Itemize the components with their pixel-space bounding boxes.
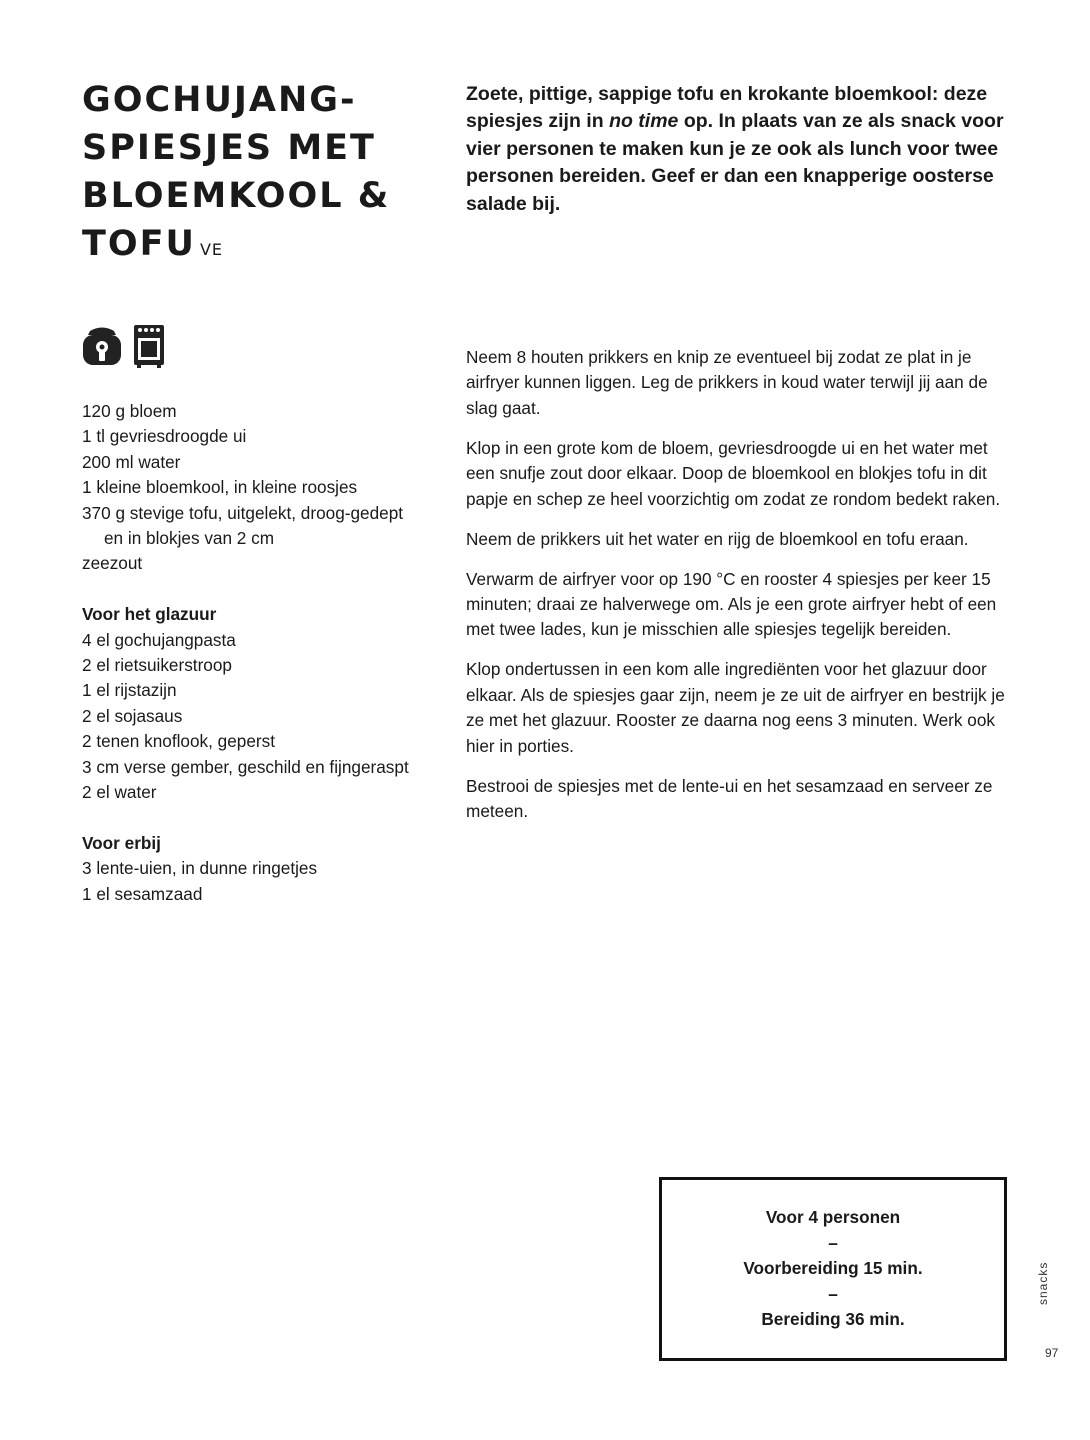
method-step: Klop in een grote kom de bloem, gevriesdroogde ui en het water met een snufje zout door elkaar. Doop de bloemkool en blokjes tofu in dit papje en schep ze heel voorzichtig om zodat ze rondom bedekt raken. (466, 437, 1001, 509)
intro-emphasis: no time (609, 110, 679, 133)
title-line-2: SPIESJES MET (82, 128, 376, 168)
ingredient-item: 1 el rijstazijn (82, 680, 177, 701)
title-line-4 (82, 220, 442, 274)
vegan-tag: VE (199, 240, 224, 259)
ingredient-item: 2 el sojasaus (82, 705, 183, 726)
recipe-title (82, 76, 442, 274)
intro-text-before: Zoete, pittige, sappige tofu en krokante bloemkool: deze spiesjes zijn in (466, 83, 988, 133)
ingredient-item: 2 el water (82, 782, 157, 803)
recipe-intro (466, 81, 1026, 218)
info-separator: – (828, 1283, 838, 1304)
ingredient-item: 370 g stevige tofu, uitgelekt, droog-gedept en in blokjes van 2 cm (82, 502, 404, 549)
method-step: Verwarm de airfryer voor op 190 °C en rooster 4 spiesjes per keer 15 minuten; draai ze halverwege om. Als je een grote airfryer hebt of een met twee lades, kun je misschien alle spiesjes tegelijk bereiden. (466, 568, 997, 640)
title-line-1: GOCHUJANG- (82, 80, 357, 120)
title-line-3: BLOEMKOOL & (82, 176, 391, 216)
cook-time: Bereiding 36 min. (761, 1309, 905, 1330)
oven-icon (132, 323, 166, 369)
method-step: Neem 8 houten prikkers en knip ze eventueel bij zodat ze plat in je airfryer kunnen liggen. Leg de prikkers in koud water terwijl jij aan de slag gaat. (466, 347, 988, 418)
ingredient-item: 120 g bloem (82, 401, 177, 421)
title-line-4-text: TOFU (82, 224, 196, 264)
method-steps (466, 345, 1016, 839)
ingredient-item: 1 kleine bloemkool, in kleine roosjes (82, 477, 358, 498)
servings: Voor 4 personen (765, 1207, 901, 1228)
prep-time: Voorbereiding 15 min. (743, 1258, 923, 1279)
ingredient-list (82, 399, 422, 907)
ingredient-item: 1 el sesamzaad (82, 883, 203, 904)
section-label: snacks (1036, 1261, 1050, 1305)
ingredient-item: 4 el gochujangpasta (82, 629, 236, 650)
page-number: 97 (1045, 1346, 1059, 1360)
ingredient-item: 3 cm verse gember, geschild en fijngeraspt (82, 756, 409, 777)
airfryer-icon (80, 323, 124, 369)
glaze-heading: Voor het glazuur (82, 604, 217, 625)
method-step: Bestrooi de spiesjes met de lente-ui en het sesamzaad en serveer ze meteen. (466, 775, 993, 822)
method-step: Neem de prikkers uit het water en rijg de bloemkool en tofu eraan. (466, 528, 969, 549)
ingredient-item: 2 el rietsuikerstroop (82, 655, 232, 676)
recipe-info-box (659, 1177, 1007, 1361)
appliance-icons (80, 323, 166, 369)
ingredient-item: 2 tenen knoflook, geperst (82, 731, 276, 752)
ingredient-item: zeezout (82, 553, 143, 574)
serve-heading: Voor erbij (82, 832, 161, 853)
ingredient-item: 1 tl gevriesdroogde ui (82, 426, 247, 447)
ingredient-item: 200 ml water (82, 451, 181, 472)
method-step: Klop ondertussen in een kom alle ingrediënten voor het glazuur door elkaar. Als de spiesjes gaar zijn, neem je ze uit de airfryer en bestrijk je ze met het glazuur. Rooster ze daarna nog eens 3 minuten. Werk ook hier in porties. (466, 659, 1005, 756)
ingredient-item: 3 lente-uien, in dunne ringetjes (82, 858, 318, 879)
info-separator: – (828, 1232, 838, 1253)
intro-text-after: op. In plaats van ze als snack voor vier personen te maken kun je ze ook als lunch voor twee personen bereiden. Geef er dan een knapperige oosterse salade bij. (466, 110, 1004, 215)
